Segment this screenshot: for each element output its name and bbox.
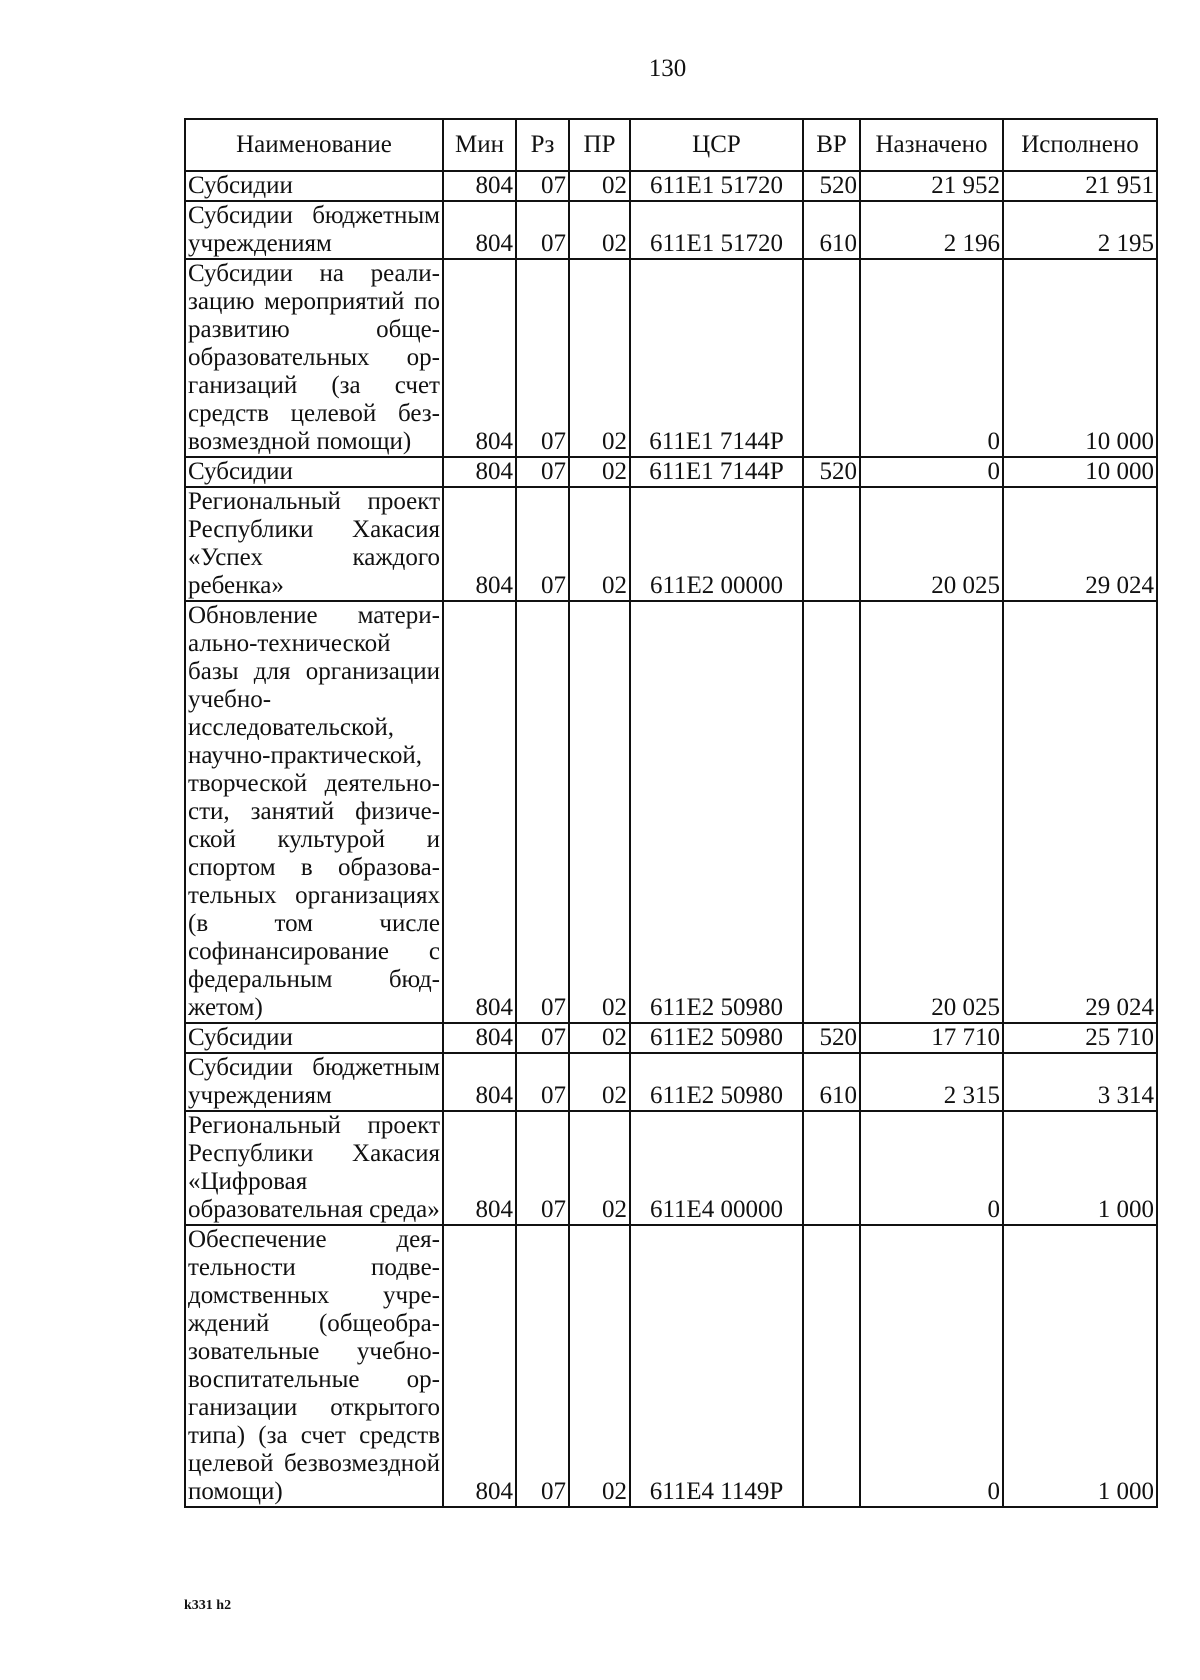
cell-executed: 29 024 bbox=[1003, 601, 1157, 1023]
cell-assigned: 20 025 bbox=[860, 487, 1003, 601]
cell-csr: 611E2 50980 bbox=[630, 1023, 803, 1053]
cell-vr bbox=[803, 1225, 860, 1507]
header-vr: ВР bbox=[803, 119, 860, 171]
cell-pr: 02 bbox=[569, 171, 630, 201]
cell-csr: 611E4 00000 bbox=[630, 1111, 803, 1225]
cell-vr: 610 bbox=[803, 1053, 860, 1111]
cell-name: Субсидии на реализацию мероприятий по развитию общеобразовательных организаций (за счет средств целевой безвозмездной помощи) bbox=[185, 259, 443, 457]
header-csr: ЦСР bbox=[630, 119, 803, 171]
cell-rz: 07 bbox=[516, 1053, 569, 1111]
table-header bbox=[185, 119, 1157, 171]
cell-name: Субсидии bbox=[185, 171, 443, 201]
table-row bbox=[185, 1111, 1157, 1225]
cell-name: Субсидии бюджетным учреждениям bbox=[185, 1053, 443, 1111]
cell-pr: 02 bbox=[569, 601, 630, 1023]
cell-rz: 07 bbox=[516, 1225, 569, 1507]
cell-assigned: 0 bbox=[860, 457, 1003, 487]
cell-pr: 02 bbox=[569, 1023, 630, 1053]
table-row bbox=[185, 1053, 1157, 1111]
cell-name: Региональный проект Республики Хакасия «Успех каждого ребенка» bbox=[185, 487, 443, 601]
cell-min: 804 bbox=[443, 457, 516, 487]
cell-assigned: 2 315 bbox=[860, 1053, 1003, 1111]
cell-name: Региональный проект Республики Хакасия «Цифровая образовательная среда» bbox=[185, 1111, 443, 1225]
cell-min: 804 bbox=[443, 1023, 516, 1053]
table-row bbox=[185, 171, 1157, 201]
cell-min: 804 bbox=[443, 201, 516, 259]
cell-csr: 611E4 1149P bbox=[630, 1225, 803, 1507]
cell-executed: 1 000 bbox=[1003, 1111, 1157, 1225]
table-row bbox=[185, 1225, 1157, 1507]
cell-executed: 10 000 bbox=[1003, 259, 1157, 457]
table-row bbox=[185, 1023, 1157, 1053]
cell-pr: 02 bbox=[569, 1225, 630, 1507]
cell-vr bbox=[803, 601, 860, 1023]
cell-pr: 02 bbox=[569, 1111, 630, 1225]
cell-executed: 25 710 bbox=[1003, 1023, 1157, 1053]
cell-assigned: 0 bbox=[860, 1225, 1003, 1507]
cell-csr: 611E2 50980 bbox=[630, 601, 803, 1023]
table-row bbox=[185, 259, 1157, 457]
cell-pr: 02 bbox=[569, 1053, 630, 1111]
table-row bbox=[185, 457, 1157, 487]
cell-executed: 21 951 bbox=[1003, 171, 1157, 201]
cell-pr: 02 bbox=[569, 259, 630, 457]
cell-min: 804 bbox=[443, 487, 516, 601]
cell-assigned: 17 710 bbox=[860, 1023, 1003, 1053]
cell-pr: 02 bbox=[569, 201, 630, 259]
cell-rz: 07 bbox=[516, 601, 569, 1023]
cell-csr: 611E2 00000 bbox=[630, 487, 803, 601]
cell-name: Обновление материально-технической базы для организации учебно-исследовательской, научно-практической, творческой деятельности, занятий физической культурой и спортом в образовательных организациях (в том числе софинансирование с федеральным бюджетом) bbox=[185, 601, 443, 1023]
cell-csr: 611E2 50980 bbox=[630, 1053, 803, 1111]
cell-vr bbox=[803, 487, 860, 601]
footer-code: k331 h2 bbox=[184, 1598, 232, 1613]
cell-executed: 29 024 bbox=[1003, 487, 1157, 601]
header-row bbox=[185, 119, 1157, 171]
cell-min: 804 bbox=[443, 1053, 516, 1111]
cell-pr: 02 bbox=[569, 487, 630, 601]
cell-rz: 07 bbox=[516, 1023, 569, 1053]
table-body bbox=[185, 171, 1157, 1507]
cell-csr: 611E1 51720 bbox=[630, 201, 803, 259]
cell-min: 804 bbox=[443, 1225, 516, 1507]
cell-vr: 520 bbox=[803, 457, 860, 487]
cell-assigned: 20 025 bbox=[860, 601, 1003, 1023]
cell-vr bbox=[803, 1111, 860, 1225]
table-row bbox=[185, 201, 1157, 259]
table-row bbox=[185, 601, 1157, 1023]
cell-assigned: 2 196 bbox=[860, 201, 1003, 259]
cell-rz: 07 bbox=[516, 259, 569, 457]
cell-min: 804 bbox=[443, 1111, 516, 1225]
cell-assigned: 21 952 bbox=[860, 171, 1003, 201]
budget-table bbox=[184, 118, 1158, 1508]
cell-vr: 520 bbox=[803, 171, 860, 201]
cell-rz: 07 bbox=[516, 487, 569, 601]
header-min: Мин bbox=[443, 119, 516, 171]
cell-min: 804 bbox=[443, 601, 516, 1023]
cell-assigned: 0 bbox=[860, 1111, 1003, 1225]
cell-rz: 07 bbox=[516, 1111, 569, 1225]
cell-csr: 611E1 51720 bbox=[630, 171, 803, 201]
header-name: Наименование bbox=[185, 119, 443, 171]
cell-executed: 3 314 bbox=[1003, 1053, 1157, 1111]
table-row bbox=[185, 487, 1157, 601]
cell-rz: 07 bbox=[516, 457, 569, 487]
cell-name: Субсидии bbox=[185, 457, 443, 487]
cell-pr: 02 bbox=[569, 457, 630, 487]
cell-min: 804 bbox=[443, 259, 516, 457]
cell-vr: 520 bbox=[803, 1023, 860, 1053]
header-assigned: Назначено bbox=[860, 119, 1003, 171]
cell-executed: 2 195 bbox=[1003, 201, 1157, 259]
cell-name: Субсидии бюджетным учреждениям bbox=[185, 201, 443, 259]
cell-rz: 07 bbox=[516, 171, 569, 201]
page-number: 130 bbox=[648, 55, 687, 82]
cell-csr: 611E1 7144P bbox=[630, 457, 803, 487]
cell-vr bbox=[803, 259, 860, 457]
cell-min: 804 bbox=[443, 171, 516, 201]
cell-assigned: 0 bbox=[860, 259, 1003, 457]
cell-executed: 10 000 bbox=[1003, 457, 1157, 487]
header-executed: Исполнено bbox=[1003, 119, 1157, 171]
header-rz: Рз bbox=[516, 119, 569, 171]
header-pr: ПР bbox=[569, 119, 630, 171]
cell-vr: 610 bbox=[803, 201, 860, 259]
cell-name: Обеспечение деятельности подведомственных учреждений (общеобразовательные учебно-воспитательные организации открытого типа) (за счет средств целевой безвозмездной помощи) bbox=[185, 1225, 443, 1507]
cell-name: Субсидии bbox=[185, 1023, 443, 1053]
cell-executed: 1 000 bbox=[1003, 1225, 1157, 1507]
cell-csr: 611E1 7144P bbox=[630, 259, 803, 457]
cell-rz: 07 bbox=[516, 201, 569, 259]
